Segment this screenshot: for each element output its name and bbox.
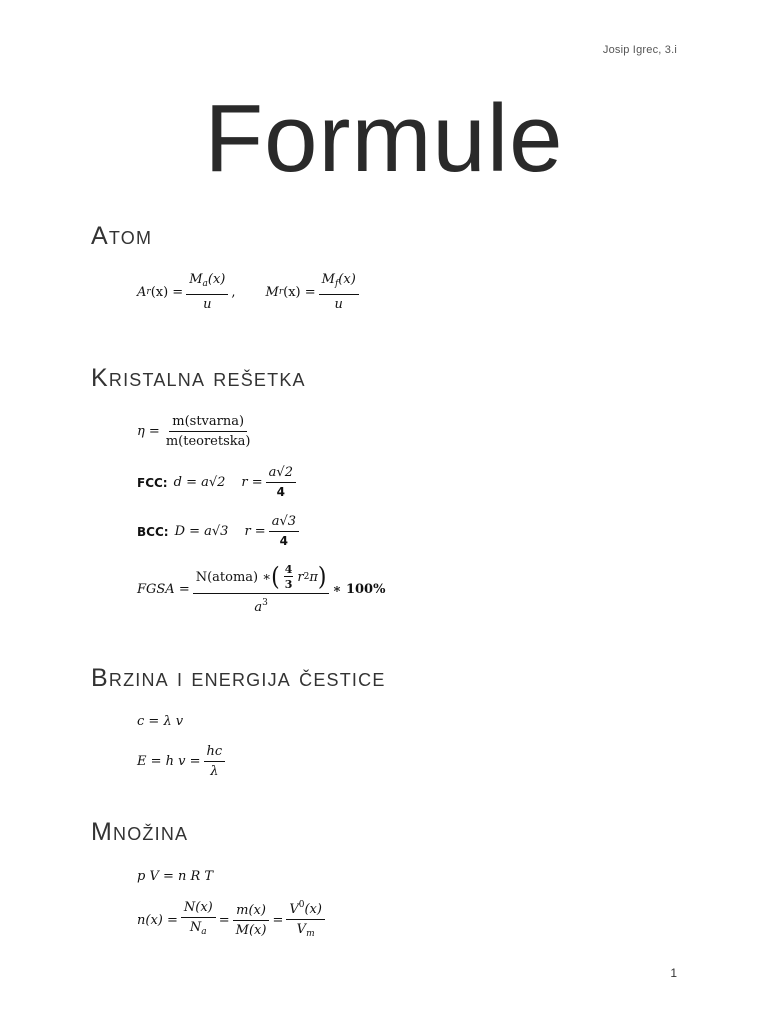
numerator: m(stvarna) [169,414,247,432]
argument: (x) = [150,284,184,300]
symbol: V [289,902,299,917]
symbol: u [334,297,343,312]
expression: c = λ v [137,714,184,729]
denominator [294,920,318,942]
lhs: η = [137,424,160,439]
argument: (x) = [283,284,316,300]
denominator: 4 [276,485,285,499]
denominator [251,594,271,615]
fcc-label: FCC: [137,475,168,490]
superscript: 0 [298,900,305,910]
symbol: N [189,920,202,935]
denominator: M(x) [235,922,267,938]
fraction [204,744,226,779]
numerator: 4 [284,563,293,576]
author-name: Josip Igrec, 3.i [602,44,677,56]
numerator: N(x) [181,900,216,918]
equals: = [218,912,230,928]
symbol: M [321,272,335,287]
subscript: r [278,287,284,297]
denominator: m(teoretska) [165,434,251,449]
numerator [319,272,359,295]
section-heading-atom: Atom [91,222,153,250]
formula-n [137,898,328,942]
equals: = [272,912,284,928]
denominator: 3 [284,578,293,591]
formula-relative-mass [137,272,362,312]
subscript: f [334,279,339,289]
numerator [193,564,330,594]
numerator [186,272,228,295]
fraction [193,564,330,615]
bcc-d: D = a√3 [174,524,229,539]
section-heading-mnozina: Množina [91,818,189,846]
lhs: E = h v = [137,754,201,769]
section-heading-kristalna: Kristalna rešetka [91,364,306,392]
fraction [266,465,296,500]
section-heading-brzina: Brzina i energija čestice [91,664,386,692]
argument: (x) [207,272,226,287]
lhs: n(x) = [137,912,178,928]
formula-pv [137,869,213,884]
fraction-4-3 [282,564,296,591]
expression: p V = n R T [137,869,214,884]
formula-e [137,744,228,779]
numerator: hc [204,744,226,762]
paren-right: ) [317,562,327,592]
bcc-label: BCC: [137,524,169,539]
formula-eta [137,414,256,449]
formula-fgsa [137,564,385,615]
symbol: M [265,284,279,300]
bcc-r-lhs: r = [244,524,266,539]
denominator: λ [210,764,219,779]
fcc-d: d = a√2 [173,475,226,490]
numerator: m(x) [233,903,269,921]
argument: (x) [304,902,322,917]
fraction [163,414,254,449]
subscript: a [201,927,207,937]
denominator [332,295,346,312]
symbol: a [254,600,263,615]
fcc-r-lhs: r = [241,475,263,490]
paren-left: ( [271,562,280,592]
page-title: Formule [204,85,564,192]
numerator: a√2 [266,465,296,483]
symbol: u [203,297,212,312]
denominator [200,295,214,312]
fraction [181,900,216,940]
symbol: M [189,272,203,287]
n-atoma: N(atoma) ∗ [195,570,272,585]
denominator: 4 [279,534,289,548]
subscript: a [202,279,208,289]
fraction [269,514,299,549]
fraction [233,903,270,938]
comma: , [231,284,236,300]
fraction [186,272,228,312]
formula-c [137,714,183,729]
formula-bcc [137,514,302,549]
symbol-pi: π [309,570,318,585]
tail: ∗ 100% [332,582,386,597]
denominator [187,918,210,940]
superscript: 3 [262,598,268,608]
formula-fcc [137,465,299,500]
numerator: a√3 [269,514,299,532]
numerator [286,898,325,920]
symbol-r: r [297,570,304,585]
symbol: A [137,284,147,300]
argument: (x) [338,272,356,287]
fraction [319,272,359,312]
superscript: 2 [303,572,310,582]
subscript: m [306,929,315,939]
symbol: V [296,922,307,937]
fraction [286,898,325,942]
subscript: r [146,287,151,297]
lhs: FGSA = [137,582,190,597]
page-number: 1 [670,966,677,980]
